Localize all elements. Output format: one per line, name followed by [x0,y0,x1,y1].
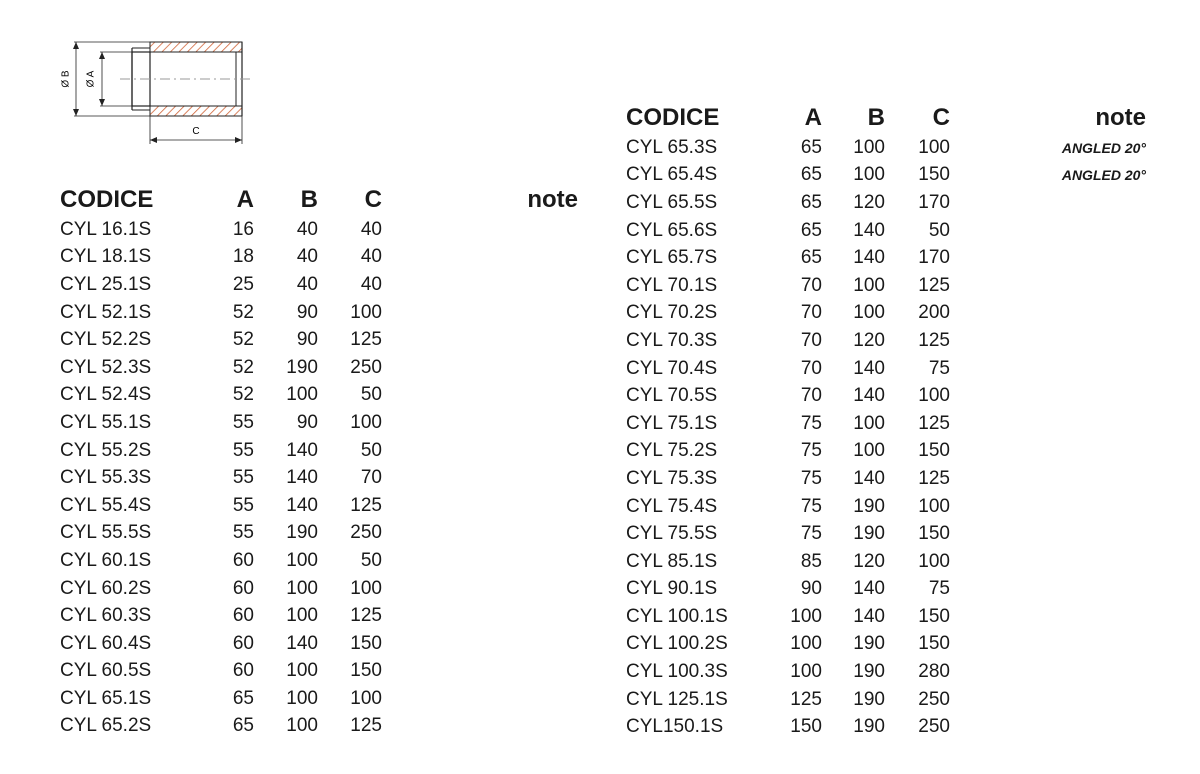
table-row [626,576,1146,604]
cell-c: 250 [350,356,382,378]
cell-note [382,520,578,548]
cell-c: 125 [918,412,950,434]
cell-code: CYL 100.1S [626,605,728,627]
cell-c: 150 [918,605,950,627]
cell-b: 120 [853,550,885,572]
table-row [60,354,578,382]
cell-a: 75 [800,495,822,517]
cell-a: 100 [790,633,822,655]
cell-code: CYL 65.3S [626,136,718,158]
cell-c: 150 [918,523,950,545]
cell-note [950,631,1146,659]
cell-code: CYL 70.5S [626,385,718,407]
cell-note [382,464,578,492]
cell-b: 100 [286,715,318,737]
cell-a: 100 [790,661,822,683]
cell-c: 150 [918,633,950,655]
cell-c: 125 [918,274,950,296]
cell-c: 40 [360,246,382,268]
cell-code: CYL 55.5S [60,522,152,544]
table-header-row [626,98,1146,134]
parts-table-left [60,180,578,740]
cell-c: 50 [928,219,950,241]
table-row [60,216,578,244]
table-row [626,272,1146,300]
cell-a: 65 [800,219,822,241]
header-b: B [867,104,885,131]
label-diameter-b: Ø B [60,70,72,88]
table-row [626,410,1146,438]
cell-note [950,603,1146,631]
cell-c: 150 [918,440,950,462]
cell-c: 170 [918,191,950,213]
header-c: C [932,104,950,131]
cell-b: 190 [853,688,885,710]
cell-code: CYL 70.1S [626,274,718,296]
cell-a: 150 [790,716,822,738]
cell-note [382,685,578,713]
header-a: A [236,186,254,213]
table-row [626,493,1146,521]
cell-a: 52 [232,301,254,323]
table-row [626,658,1146,686]
cell-note [382,630,578,658]
cell-a: 55 [232,467,254,489]
cell-note [950,520,1146,548]
cell-b: 140 [853,578,885,600]
cell-c: 70 [360,467,382,489]
parts-table-right [626,98,1146,741]
cell-c: 250 [918,716,950,738]
cell-c: 100 [350,301,382,323]
table-row [60,630,578,658]
cell-code: CYL150.1S [626,716,724,738]
cell-c: 170 [918,247,950,269]
cell-code: CYL 60.4S [60,632,152,654]
cell-a: 55 [232,439,254,461]
cell-code: CYL 60.2S [60,577,152,599]
table-row [626,162,1146,190]
cell-b: 140 [286,467,318,489]
cell-b: 100 [853,274,885,296]
cell-c: 40 [360,218,382,240]
cell-c: 100 [918,385,950,407]
cell-code: CYL 65.5S [626,191,718,213]
cell-note [382,409,578,437]
table-header-row [60,180,578,216]
cell-note [382,382,578,410]
cell-b: 100 [853,412,885,434]
table-row [626,520,1146,548]
cell-b: 90 [296,301,318,323]
table-row [60,299,578,327]
cell-a: 65 [800,247,822,269]
table-row [626,603,1146,631]
cell-code: CYL 90.1S [626,578,718,600]
table-row [626,438,1146,466]
cell-b: 140 [286,494,318,516]
cell-a: 125 [790,688,822,710]
cell-code: CYL 18.1S [60,246,152,268]
cell-b: 120 [853,329,885,351]
cell-c: 50 [360,549,382,571]
cell-b: 190 [853,716,885,738]
cell-note [950,217,1146,245]
cell-code: CYL 75.4S [626,495,718,517]
table-row [60,547,578,575]
cell-note [382,492,578,520]
cell-code: CYL 65.6S [626,219,718,241]
table-row [626,713,1146,741]
cell-a: 60 [232,549,254,571]
cell-b: 100 [286,577,318,599]
top-wall-hatch [150,42,242,52]
cell-a: 70 [800,274,822,296]
cell-b: 40 [296,273,318,295]
cell-b: 100 [853,164,885,186]
table-row [60,713,578,741]
label-diameter-a: Ø A [85,70,97,88]
table-row [60,326,578,354]
header-note: note [527,186,578,213]
cell-a: 65 [800,191,822,213]
cell-b: 100 [286,384,318,406]
cell-code: CYL 70.3S [626,329,718,351]
table-row [60,575,578,603]
cell-b: 140 [286,439,318,461]
cell-note [950,272,1146,300]
cell-b: 120 [853,191,885,213]
table-row [60,520,578,548]
header-c: C [364,186,382,213]
cell-code: CYL 65.2S [60,715,152,737]
table-row [626,189,1146,217]
cell-b: 40 [296,246,318,268]
cell-b: 140 [853,219,885,241]
cell-note [950,658,1146,686]
cell-code: CYL 25.1S [60,273,152,295]
cell-b: 100 [853,136,885,158]
header-a: A [804,104,822,131]
cell-b: 140 [286,632,318,654]
cell-b: 90 [296,329,318,351]
cell-a: 85 [800,550,822,572]
table-row [60,492,578,520]
cell-c: 100 [918,136,950,158]
cell-a: 75 [800,467,822,489]
table-row [626,382,1146,410]
cell-a: 70 [800,302,822,324]
label-length-c: C [192,126,200,137]
cell-a: 55 [232,494,254,516]
cell-c: 100 [350,577,382,599]
cell-code: CYL 52.1S [60,301,152,323]
cell-note [382,575,578,603]
cell-c: 100 [350,411,382,433]
cell-note [950,189,1146,217]
cell-note [382,354,578,382]
cell-code: CYL 75.5S [626,523,718,545]
cell-note [950,438,1146,466]
cell-c: 125 [350,329,382,351]
cell-c: 250 [918,688,950,710]
cell-c: 100 [918,550,950,572]
cell-note [950,713,1146,741]
cell-note [950,244,1146,272]
table-row [626,134,1146,162]
cell-b: 190 [853,523,885,545]
cell-note [382,216,578,244]
cell-b: 100 [286,549,318,571]
cell-note [950,686,1146,714]
cell-b: 90 [296,411,318,433]
cell-code: CYL 55.2S [60,439,152,461]
cell-code: CYL 65.4S [626,164,718,186]
cell-code: CYL 75.1S [626,412,718,434]
cell-a: 55 [232,522,254,544]
cell-b: 100 [286,605,318,627]
cell-c: 250 [350,522,382,544]
cell-a: 90 [800,578,822,600]
cell-a: 52 [232,356,254,378]
cell-note [950,576,1146,604]
cell-code: CYL 100.3S [626,661,728,683]
table-row [60,685,578,713]
header-b: B [300,186,318,213]
header-codice: CODICE [626,104,720,131]
cell-note [950,382,1146,410]
cell-a: 100 [790,605,822,627]
cell-code: CYL 60.3S [60,605,152,627]
cell-a: 75 [800,523,822,545]
table-row [626,300,1146,328]
cell-a: 60 [232,605,254,627]
cell-code: CYL 75.2S [626,440,718,462]
cell-b: 100 [286,660,318,682]
cell-note [382,326,578,354]
cell-c: 100 [918,495,950,517]
cell-code: CYL 52.2S [60,329,152,351]
cell-c: 40 [360,273,382,295]
cell-b: 190 [853,633,885,655]
cell-a: 70 [800,357,822,379]
cell-a: 65 [800,136,822,158]
cell-c: 125 [350,605,382,627]
cell-note [382,299,578,327]
header-codice: CODICE [60,186,154,213]
cell-note [950,493,1146,521]
table-row [626,217,1146,245]
cell-code: CYL 125.1S [626,688,728,710]
cell-a: 75 [800,412,822,434]
table-row [626,686,1146,714]
cell-c: 50 [360,384,382,406]
cell-c: 50 [360,439,382,461]
cell-note [950,410,1146,438]
cell-note [382,713,578,741]
cell-note [382,271,578,299]
cell-note [382,602,578,630]
cell-a: 70 [800,385,822,407]
table-row [60,658,578,686]
cell-b: 40 [296,218,318,240]
cell-a: 65 [232,715,254,737]
cell-code: CYL 52.4S [60,384,152,406]
cell-a: 18 [232,246,254,268]
cell-c: 125 [350,715,382,737]
table-row [626,631,1146,659]
cell-a: 52 [232,329,254,351]
cell-note [950,300,1146,328]
cell-a: 70 [800,329,822,351]
cell-code: CYL 100.2S [626,633,728,655]
cell-b: 100 [853,302,885,324]
cell-c: 150 [350,660,382,682]
cell-c: 280 [918,661,950,683]
cell-b: 190 [286,522,318,544]
cell-code: CYL 70.2S [626,302,718,324]
cell-c: 75 [928,578,950,600]
cell-note [950,548,1146,576]
cell-b: 140 [853,467,885,489]
cell-note [382,547,578,575]
cell-a: 16 [232,218,254,240]
cell-code: CYL 85.1S [626,550,718,572]
cell-b: 190 [286,356,318,378]
table-row [626,548,1146,576]
cell-a: 52 [232,384,254,406]
cell-note: ANGLED 20° [1061,167,1146,184]
cell-c: 150 [918,164,950,186]
header-note: note [1095,104,1146,131]
cell-note [382,244,578,272]
cell-b: 140 [853,247,885,269]
cell-code: CYL 16.1S [60,218,152,240]
cell-b: 190 [853,495,885,517]
cell-c: 125 [918,467,950,489]
table-row [626,355,1146,383]
cell-code: CYL 60.5S [60,660,152,682]
cell-code: CYL 65.1S [60,687,152,709]
cell-note [950,327,1146,355]
cell-c: 200 [918,302,950,324]
table-row [60,244,578,272]
cell-code: CYL 55.1S [60,411,152,433]
cell-code: CYL 70.4S [626,357,718,379]
cell-a: 65 [800,164,822,186]
cylinder-sleeve-diagram [52,34,262,146]
cell-code: CYL 52.3S [60,356,152,378]
cell-a: 25 [232,273,254,295]
cell-a: 65 [232,687,254,709]
table-row [60,602,578,630]
cell-c: 125 [350,494,382,516]
cell-note [382,658,578,686]
cell-note [950,355,1146,383]
cell-c: 125 [918,329,950,351]
table-row [60,464,578,492]
cell-a: 60 [232,577,254,599]
cell-a: 75 [800,440,822,462]
cell-code: CYL 55.3S [60,467,152,489]
bottom-wall-hatch [150,106,242,116]
cell-b: 140 [853,605,885,627]
cell-c: 100 [350,687,382,709]
cell-b: 100 [853,440,885,462]
cell-note [382,437,578,465]
cell-b: 140 [853,357,885,379]
cell-note: ANGLED 20° [1061,139,1146,156]
table-row [60,271,578,299]
cell-b: 140 [853,385,885,407]
cell-a: 60 [232,660,254,682]
cell-c: 150 [350,632,382,654]
table-row [60,409,578,437]
table-row [626,244,1146,272]
table-row [60,437,578,465]
cell-code: CYL 65.7S [626,247,718,269]
table-row [626,327,1146,355]
cell-code: CYL 55.4S [60,494,152,516]
cell-code: CYL 75.3S [626,467,718,489]
cell-note [950,465,1146,493]
cell-a: 60 [232,632,254,654]
cell-a: 55 [232,411,254,433]
cell-b: 100 [286,687,318,709]
table-row [626,465,1146,493]
cell-b: 190 [853,661,885,683]
cell-c: 75 [928,357,950,379]
cell-code: CYL 60.1S [60,549,152,571]
table-row [60,382,578,410]
